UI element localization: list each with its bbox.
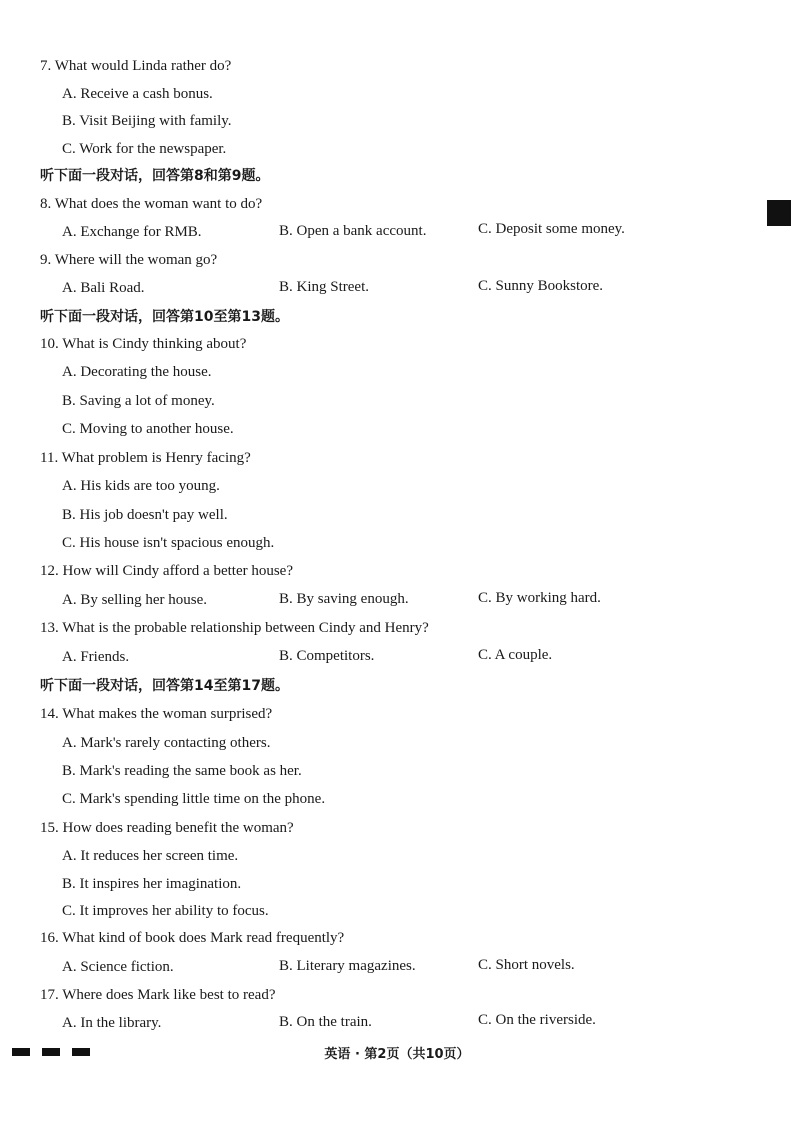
- question-9-option-b: B. King Street.: [279, 279, 369, 295]
- question-14-stem: 14. What makes the woman surprised?: [40, 706, 273, 722]
- question-11-option-c: C. His house isn't spacious enough.: [62, 535, 275, 551]
- question-8-option-a: A. Exchange for RMB.: [62, 224, 202, 240]
- question-9-option-a: A. Bali Road.: [62, 280, 145, 296]
- question-14-option-c: C. Mark's spending little time on the phone.: [62, 791, 326, 807]
- section-heading-14-17: 听下面一段对话，回答第14至第17题。: [40, 678, 289, 694]
- question-13-option-b: B. Competitors.: [279, 648, 375, 664]
- section-heading-8-9: 听下面一段对话，回答第8和第9题。: [40, 168, 270, 184]
- question-17-stem: 17. Where does Mark like best to read?: [40, 987, 276, 1003]
- question-13-option-a: A. Friends.: [62, 649, 130, 665]
- question-10-option-a: A. Decorating the house.: [62, 364, 212, 380]
- question-17-option-a: A. In the library.: [62, 1015, 162, 1031]
- question-8-stem: 8. What does the woman want to do?: [40, 196, 263, 212]
- question-14-option-a: A. Mark's rarely contacting others.: [62, 735, 271, 751]
- question-16-option-a: A. Science fiction.: [62, 959, 174, 975]
- question-16-stem: 16. What kind of book does Mark read frequently?: [40, 930, 345, 946]
- registration-mark: [767, 200, 791, 226]
- question-13-option-c: C. A couple.: [478, 647, 553, 663]
- section-heading-10-13: 听下面一段对话，回答第10至第13题。: [40, 309, 289, 325]
- page-footer: 英语 · 第2页（共10页）: [324, 1047, 470, 1062]
- question-14-option-b: B. Mark's reading the same book as her.: [62, 763, 302, 779]
- question-15-option-a: A. It reduces her screen time.: [62, 848, 239, 864]
- question-13-stem: 13. What is the probable relationship between Cindy and Henry?: [40, 620, 429, 636]
- question-16-option-b: B. Literary magazines.: [279, 958, 416, 974]
- question-11-option-a: A. His kids are too young.: [62, 478, 220, 494]
- question-7-option-b: B. Visit Beijing with family.: [62, 113, 232, 129]
- question-9-option-c: C. Sunny Bookstore.: [478, 278, 604, 294]
- question-10-option-b: B. Saving a lot of money.: [62, 393, 215, 409]
- question-12-option-c: C. By working hard.: [478, 590, 601, 606]
- question-17-option-c: C. On the riverside.: [478, 1012, 596, 1028]
- question-15-stem: 15. How does reading benefit the woman?: [40, 820, 294, 836]
- question-15-option-b: B. It inspires her imagination.: [62, 876, 242, 892]
- question-12-option-b: B. By saving enough.: [279, 591, 409, 607]
- question-12-stem: 12. How will Cindy afford a better house?: [40, 563, 294, 579]
- question-7-option-c: C. Work for the newspaper.: [62, 141, 227, 157]
- question-9-stem: 9. Where will the woman go?: [40, 252, 218, 268]
- question-8-option-c: C. Deposit some money.: [478, 221, 625, 237]
- question-16-option-c: C. Short novels.: [478, 957, 575, 973]
- question-17-option-b: B. On the train.: [279, 1014, 372, 1030]
- question-7-stem: 7. What would Linda rather do?: [40, 58, 232, 74]
- question-15-option-c: C. It improves her ability to focus.: [62, 903, 269, 919]
- question-10-stem: 10. What is Cindy thinking about?: [40, 336, 247, 352]
- question-8-option-b: B. Open a bank account.: [279, 223, 427, 239]
- question-7-option-a: A. Receive a cash bonus.: [62, 86, 213, 102]
- question-10-option-c: C. Moving to another house.: [62, 421, 234, 437]
- question-12-option-a: A. By selling her house.: [62, 592, 207, 608]
- question-11-stem: 11. What problem is Henry facing?: [40, 450, 251, 466]
- question-11-option-b: B. His job doesn't pay well.: [62, 507, 228, 523]
